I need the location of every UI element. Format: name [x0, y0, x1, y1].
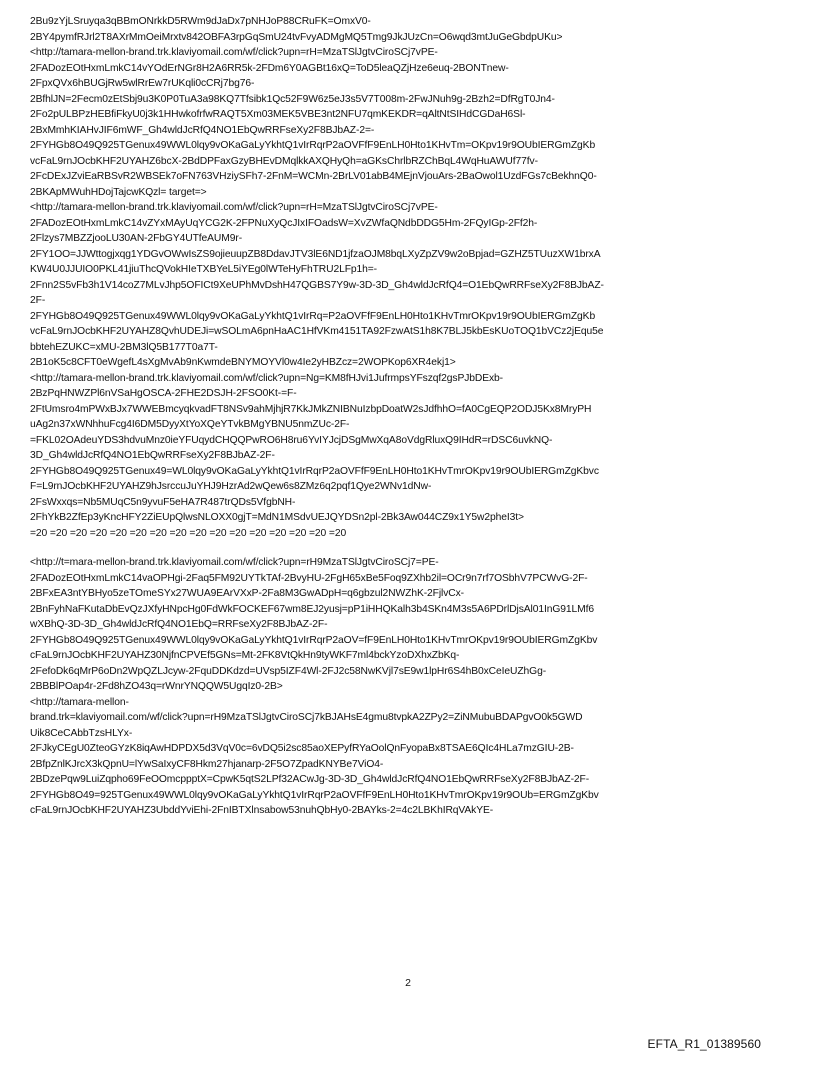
text-line: wXBhQ-3D-3D_Gh4wldJcRfQ4NO1EbQ=RRFseXy2F8BJbAZ-2F-	[30, 619, 328, 630]
text-line: 2FcDExJZviEaRBSvR2WBSEk7oFN763VHziySFh7-2FnM=WCMn-2BrLV01abB4MEjnVjouArs-2BaOwol1UzdFGs7cBekhnQ0-	[30, 171, 597, 182]
text-line: 2FYHGb8O49Q925TGenux49=WL0lqy9vOKaGaLyYkhtQ1vIrRqrP2aOVFfF9EnLH0Hto1KHvTmrOKpv19r9OUbIERGmZgKbvc	[30, 465, 599, 477]
text-line: 2F-	[30, 295, 46, 306]
text-line: 2Fnn2S5vFb3h1V14coZ7MLvJhp5OFICt9XeUPhMvDshH47QGBS7Y9w-3D-3D_Gh4wldJcRfQ4=O1EbQwRRFseXy2F8BJbAZ-	[30, 279, 604, 291]
text-line: 2BDzePqw9LuiZqpho69FeOOmcppptX=CpwK5qtS2LPf32ACwJg-3D-3D_Gh4wldJcRfQ4NO1EbQwRRFseXy2F8BJbAZ-2F-	[30, 774, 590, 785]
text-line: 2FYHGb8O49Q925TGenux49WWL0lqy9vOKaGaLyYkhtQ1vIrRqrP2aOVFfF9EnLH0Hto1KHvTm=OKpv19r9OUbIERGmZgKb	[30, 140, 596, 151]
text-line: <http://tamara-mellon-brand.trk.klaviyomail.com/wf/click?upn=rH=MzaTSlJgtvCiroSCj7vPE-	[30, 202, 438, 213]
text-line: cFaL9rnJOcbKHF2UYAHZ3UbddYviEhi-2FnIBTXlnsabow53nuhQbHy0-2BAYks-2=4c2LBKhIRqVAkYE-	[30, 805, 494, 816]
text-line: Uik8CeCAbbTzsHLYx-	[30, 727, 133, 739]
text-line: 2FJkyCEgU0ZteoGYzK8iqAwHDPDX5d3VqV0c=6vDQ5i2sc85aoXEPyfRYaOolQnFyopaBx8TSAE6QIc4HLa7mzGIU-2B-	[30, 743, 574, 754]
text-line: 2BzPqHNWZPl6nVSaHgOSCA-2FHE2DSJH-2FSO0Kt-=F-	[30, 388, 297, 399]
text-line: 2FtUmsro4mPWxBJx7WWEBmcyqkvadFT8NSv9ahMjhjR7KkJMkZNIBNuIzbpDoatW2sJdfhhO=fA0CgEQP2ODJ5Kx8MryPH	[30, 403, 592, 415]
text-line: 2FYHGb8O49Q925TGenux49WWL0lqy9vOKaGaLyYkhtQ1vIrRqrP2aOV=fF9EnLH0Hto1KHvTmrOKpv19r9OUbIERGmZgKbv	[30, 634, 598, 646]
text-line: 2BnFyhNaFKutaDbEvQzJXfyHNpcHg0FdWkFOCKEF67wm8EJ2yusj=pP1iHHQKalh3b4SKn4M3s5A6PDrlDjsAl01InG91LMf6	[30, 603, 595, 615]
paragraph-gap	[30, 541, 790, 555]
text-line: 2FYHGb8O49=925TGenux49WWL0lqy9vOKaGaLyYkhtQ1vIrRqrP2aOVFfF9EnLH0Hto1KHvTmrOKpv19r9OUb=ERGmZgKbv	[30, 789, 599, 801]
text-line: =20 =20 =20 =20 =20 =20 =20 =20 =20 =20 =20 =20 =20 =20 =20 =20	[30, 527, 347, 539]
text-line: 2BfhlJN=2Fecm0zEtSbj9u3K0P0TuA3a98KQ7Tfsibk1Qc52F9W6z5eJ3s5V7T008m-2FwJNuh9g-2Bzh2=DfRgT0Jn4-	[30, 93, 555, 105]
text-line: vcFaL9rnJOcbKHF2UYAHZ6bcX-2BdDPFaxGzyBHEvDMqlkkAXQHyQh=aGKsChrlbRZChBqL4WqHuAWUf77fv-	[30, 155, 538, 167]
text-line: <http://tamara-mellon-brand.trk.klaviyomail.com/wf/click?upn=Ng=KM8fHJvi1JufrmpsYFszqf2gsPJbDExb-	[30, 372, 503, 384]
text-line: 2BKApMWuhHDojTajcwKQzl= target=>	[30, 186, 207, 198]
text-line: KW4U0JJUIO0PKL41jiuThcQVokHIeTXBYeL5iYEg0lWTeHyFhTRU2LFp1h=-	[30, 264, 378, 275]
text-line: 2FADozEOtHxmLmkC14vYOdErNGr8H2A6RR5k-2FDm6Y0AGBt16xQ=ToD5leaQZjHze6euq-2BONTnew-	[30, 62, 509, 74]
text-line: <http://t=mara-mellon-brand.trk.klaviyomail.com/wf/click?upn=rH9MzaTSlJgtvCiroSCj7=PE-	[30, 557, 439, 568]
text-line: 3D_Gh4wldJcRfQ4NO1EbQwRRFseXy2F8BJbAZ-2F-	[30, 450, 275, 461]
text-line: 2Flzys7MBZZjooLU30AN-2FbGY4UTfeAUM9r-	[30, 233, 243, 244]
text-line: 2FefoDk6qMrP6oDn2WpQZLJcyw-2FquDDKdzd=UVsp5IZF4Wl-2FJ2c58NwKVjl7sE9w1lpHr6S4hB0xCeIeUZhGg-	[30, 665, 547, 677]
text-line: vcFaL9rnJOcbKHF2UYAHZ8QvhUDEJi=wSOLmA6pnHaAC1HfVKm4151TA92FzwAtS1h8K7BLJ5kbEsKUoTOQ1bVCz2jEqu5e	[30, 326, 604, 337]
text-line: 2Bu9zYjLSruyqa3qBBmONrkkD5RWm9dJaDx7pNHJoP88CRuFK=OmxV0-	[30, 16, 371, 27]
text-line: F=L9rnJOcbKHF2UYAHZ9hJsrccuJuYHJ9HzrAd2wQew6s8ZMz6q2pqf1Qye2WNv1dNw-	[30, 481, 432, 492]
text-line: 2FsWxxqs=Nb5MUqC5n9yvuF5eHA7R487trQDs5VfgbNH-	[30, 496, 296, 508]
text-line: bbtehEZUKC=xMU-2BM3lQ5B177T0a7T-	[30, 341, 218, 353]
text-line: 2FADozEOtHxmLmkC14vZYxMAyUqYCG2K-2FPNuXyQcJIxIFOadsW=XvZWfaQNdbDDG5Hm-2FQyIGp-2Ff2h-	[30, 217, 538, 229]
text-line: 2Fo2pULBPzHEBfiFkyU0j3k1HHwkofrfwRAQT5Xm03MEK5VBE3nt2NFU7qmKEKDR=qAltNtSIHdCGDaH6Sl-	[30, 109, 526, 120]
text-line: 2BfpZnlKJrcX3kQpnU=lYwSaIxyCF8Hkm27hjanarp-2F5O7ZpadKNYBe7ViO4-	[30, 758, 384, 770]
text-line: 2BY4pymfRJrl2T8AXrMmOeiMrxtv842OBFA3rpGqSmU24tvFvyADMgMQ5Tmg9JkJUzCn=O6wqd3mtJuGeGbdpUKu>	[30, 31, 563, 43]
text-line: <http://tamara-mellon-brand.trk.klaviyomail.com/wf/click?upn=rH=MzaTSlJgtvCiroSCj7vPE-	[30, 47, 438, 58]
text-line: 2BBBlPOap4r-2Fd8hZO43q=rWnrYNQQW5UgqIz0-2B>	[30, 681, 283, 692]
text-line: 2BFxEA3ntYBHyo5zeTOmeSYx27WUA9EArVXxP-2Fa8M3GwADpH=q6gbzul2NWZhK-2FjlvCx-	[30, 588, 464, 599]
text-line: 2FADozEOtHxmLmkC14vaOPHgi-2Faq5FM92UYTkTAf-2BvyHU-2FgH65xBe5Foq9ZXhb2il=OCr9n7rf7OSbhV7PCWvG-2F-	[30, 572, 588, 584]
text-block-1	[30, 14, 790, 541]
document-id: EFTA_R1_01389560	[647, 1037, 761, 1051]
text-line: 2B1oK5c8CFT0eWgefL4sXgMvAb9nKwmdeBNYMOYVl0w4Ie2yHBZcz=2WOPKop6XR4ekj1>	[30, 357, 456, 368]
text-line: 2BxMmhKIAHvJIF6mWF_Gh4wldJcRfQ4NO1EbQwRRFseXy2F8BJbAZ-2=-	[30, 124, 375, 136]
text-line: <http://tamara-mellon-	[30, 696, 129, 708]
text-block-2	[30, 555, 790, 819]
text-line: 2FpxQVx6hBUGjRw5wlRrEw7rUKqli0cCRj7bg76-	[30, 78, 255, 89]
page-number: 2	[405, 977, 411, 989]
text-line: 2FY1OO=JJWttogjxqg1YDGvOWwIsZS9ojieuupZB8DdavJTV3lE6ND1jfzaOJM8bqLXyZpZV9w2oBpjad=GZHZ5TUuzXW1brxA	[30, 248, 601, 260]
text-line: brand.trk=klaviyomail.com/wf/click?upn=rH9MzaTSlJgtvCiroSCj7kBJAHsE4gmu8tvpkA2ZPy2=ZiNMubuBDAPgvO0k5GWD	[30, 712, 583, 723]
document-body	[30, 14, 790, 819]
text-line: cFaL9rnJOcbKHF2UYAHZ30NjfnCPVEf5GNs=Mt-2FK8VtQkHn9tyWKF7ml4bckYzoDXhxZbKq-	[30, 650, 460, 661]
text-line: 2FhYkB2ZfEp3yKncHFY2ZiEUpQlwsNLOXX0gjT=MdN1MSdvUEJQYDSn2pl-2Bk3Aw044CZ9x1Y5w2pheI3t>	[30, 512, 524, 523]
text-line: =FKL02OAdeuYDS3hdvuMnz0ieYFUqydCHQQPwRO6H8ru6YvIYJcjDSgMwXqA8oVdgRluxQ9IHdR=rDSC6uvkNQ-	[30, 434, 553, 446]
text-line: 2FYHGb8O49Q925TGenux49WWL0lqy9vOKaGaLyYkhtQ1vIrRq=P2aOVFfF9EnLH0Hto1KHvTmrOKpv19r9OUbIERGmZgKb	[30, 310, 596, 322]
text-line: uAg2n37xWNhhuFcg4I6DM5DyyXtYoXQeYTvkBMgYBNU5nmZUc-2F-	[30, 419, 350, 430]
